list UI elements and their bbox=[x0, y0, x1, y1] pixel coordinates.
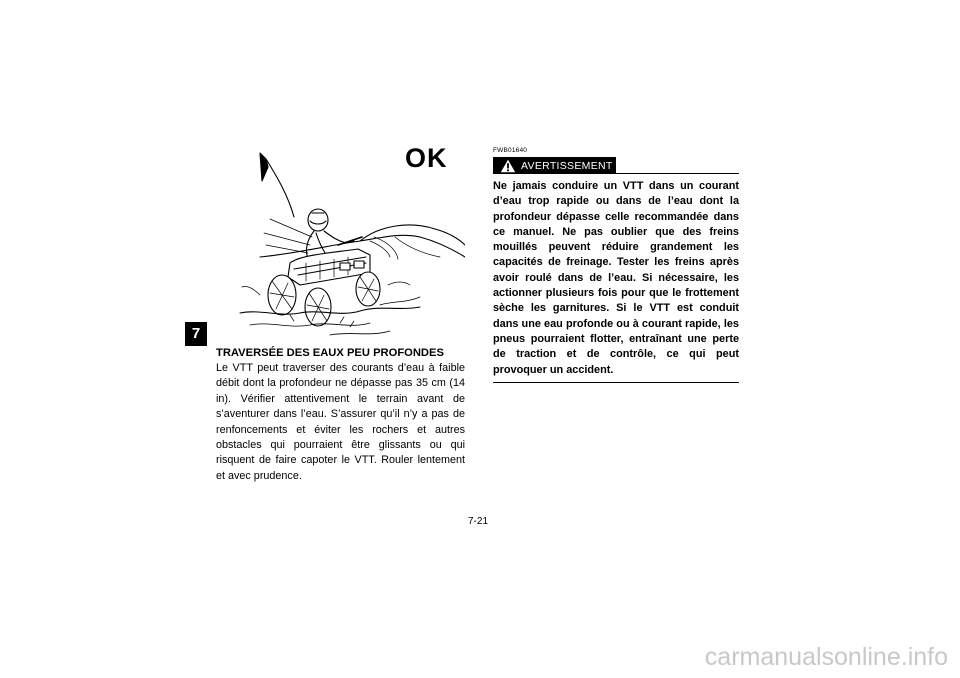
section-heading: TRAVERSÉE DES EAUX PEU PROFONDES bbox=[216, 347, 444, 359]
warning-top-rule bbox=[616, 173, 739, 174]
warning-box bbox=[493, 147, 739, 383]
atv-water-crossing-illustration bbox=[220, 145, 465, 345]
warning-triangle-icon bbox=[500, 159, 516, 173]
warning-header bbox=[493, 156, 739, 175]
chapter-number: 7 bbox=[191, 325, 201, 342]
warning-bottom-rule bbox=[493, 382, 739, 384]
warning-code: FWB01640 bbox=[493, 147, 528, 154]
warning-text: Ne jamais conduire un VTT dans un courant d’eau trop rapide ou dans de l’eau dont la profondeur dépasse celle recommandée dans ce manuel. Ne pas oublier que des freins mouillés peuvent réduire grandement les capacités de freinage. Tester les freins après avoir roulé dans de l’eau. Si nécessaire, les actionner plusieurs fois pour que le frottement sèche les garnitures. Si le VTT est conduit dans une eau profonde ou à courant rapide, les pneus pourraient flotter, entraînant une perte de traction et de contrôle, ce qui peut provoquer un accident. bbox=[493, 180, 739, 376]
warning-badge bbox=[493, 157, 616, 174]
watermark: carmanualsonline.info bbox=[704, 643, 948, 671]
chapter-tab bbox=[185, 322, 207, 346]
page-number: 7-21 bbox=[468, 516, 489, 527]
section-body: Le VTT peut traverser des courants d’eau à faible débit dont la profondeur ne dépasse pas 35 cm (14 in). Vérifier attentivement le terrain avant de s’aventurer dans l’eau. S’assurer qu’il n’y a pas de renfoncements et éviter les rochers et autres obstacles qui pourraient être glissants ou qui risquent de faire capoter le VTT. Rouler lentement et avec prudence. bbox=[216, 362, 465, 482]
ok-caption: OK bbox=[405, 143, 448, 173]
left-column bbox=[216, 346, 465, 484]
warning-label: AVERTISSEMENT bbox=[521, 159, 613, 172]
